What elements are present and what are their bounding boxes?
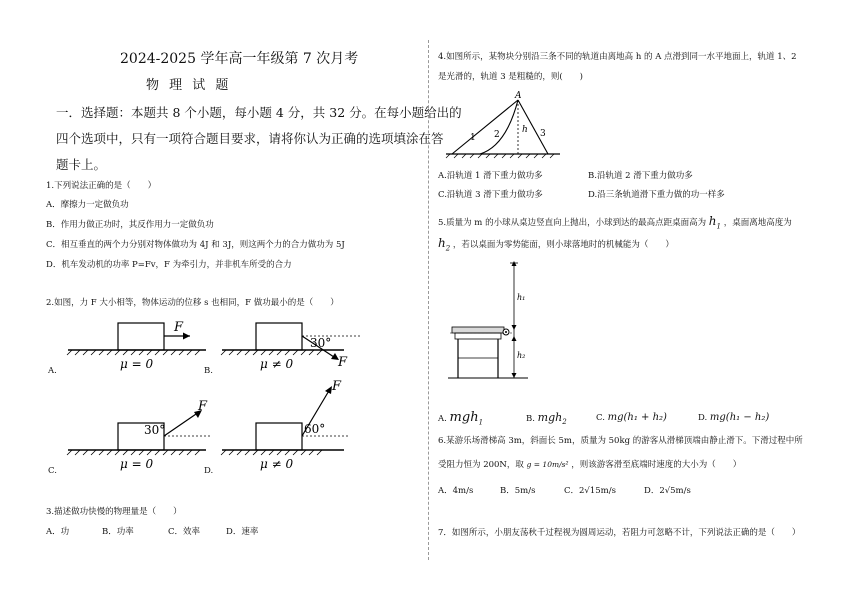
q5-h2-symbol xyxy=(438,236,451,253)
q5-option-d-expr: mg(h₁ − h₂) xyxy=(709,412,770,423)
q2-option-d[interactable]: D. xyxy=(204,466,214,476)
q2d-force-label: F xyxy=(332,380,342,394)
q5-option-b-expr-text: mgh xyxy=(537,411,563,424)
q5-option-a[interactable] xyxy=(438,412,483,429)
q1-option-c[interactable]: C．相互垂直的两个力分别对物体做功为 4J 和 3J，则这两个力的合力做功为 5J xyxy=(46,240,345,250)
q7-stem: 7．如图所示，小朋友荡秋千过程视为圆周运动，若阻力可忽略不计，下列说法正确的是（ ） xyxy=(438,528,801,538)
q4-point-a-label: A xyxy=(515,91,522,101)
q2c-force-label: F xyxy=(198,399,208,414)
q2a-mu-label: μ = 0 xyxy=(120,357,154,371)
q5-h2-letter: h xyxy=(438,236,446,250)
q5-fig-h1-label: h₁ xyxy=(517,293,526,302)
q5-option-d-letter: D. xyxy=(698,413,708,423)
q2-figure-c xyxy=(66,396,216,476)
q6-option-b[interactable]: B．5m/s xyxy=(500,486,536,496)
q2d-angle-label: 60° xyxy=(304,422,326,436)
q4-track-3-label: 3 xyxy=(540,129,546,139)
q6-stem-part-1: 受阻力恒为 200N，取 xyxy=(438,460,524,470)
q2-option-a[interactable]: A. xyxy=(48,366,57,376)
q4-stem-line-2: 是光滑的，轨道 3 是粗糙的，则( ) xyxy=(438,72,583,82)
q5-h1-sub: 1 xyxy=(716,222,721,231)
q2b-angle-label: 30° xyxy=(310,336,332,350)
section-line-1: 一．选择题：本题共 8 个小题，每小题 4 分，共 32 分。在每小题给出的 xyxy=(56,105,462,120)
q5-option-a-sub: 1 xyxy=(478,418,484,427)
q5-option-b-expr xyxy=(537,411,567,427)
q1-option-d[interactable]: D．机车发动机的功率 P=Fv，F 为牵引力，并非机车所受的合力 xyxy=(46,260,292,270)
q4-height-label: h xyxy=(522,125,528,135)
q5-stem-part-2: ，桌面离地高度为 xyxy=(723,218,792,228)
q5-option-c-letter: C. xyxy=(596,413,605,423)
q5-stem-part-3: ，若以桌面为零势能面，则小球落地时的机械能为（ ） xyxy=(452,240,674,250)
q4-option-c[interactable]: C.沿轨道 3 滑下重力做功多 xyxy=(438,190,543,200)
q4-option-b[interactable]: B.沿轨道 2 滑下重力做功多 xyxy=(588,171,693,181)
q2c-mu-label: μ = 0 xyxy=(120,457,154,471)
q5-fig-h2-label: h₂ xyxy=(517,351,526,360)
q5-option-a-letter: A. xyxy=(438,414,447,424)
q2b-mu-label: μ ≠ 0 xyxy=(260,357,294,371)
exam-title: 2024-2025 学年高一年级第 7 次月考 xyxy=(120,51,359,67)
q2-option-b[interactable]: B. xyxy=(204,366,213,376)
q4-track-1-label: 1 xyxy=(470,133,476,143)
q6-stem-line-2 xyxy=(438,459,741,471)
q5-option-a-expr-text: mgh xyxy=(449,410,479,425)
q3-option-b[interactable]: B．功率 xyxy=(102,527,134,537)
q1-stem: 1.下列说法正确的是（ ） xyxy=(46,181,157,191)
q6-stem-part-2: ，则该游客滑至底端时速度的大小为（ ） xyxy=(571,460,742,470)
section-line-3: 题卡上。 xyxy=(56,157,107,172)
q4-option-d[interactable]: D.沿三条轨道滑下重力做的功一样多 xyxy=(588,190,725,200)
q3-option-d[interactable]: D．速率 xyxy=(226,527,259,537)
q5-h1-letter: h xyxy=(708,214,717,228)
q2a-force-label: F xyxy=(174,320,184,335)
q5-stem-line-2 xyxy=(438,238,674,254)
q5-h1-symbol xyxy=(708,214,721,231)
q6-stem-line-1: 6.某游乐场滑梯高 3m，斜面长 5m，质量为 50kg 的游客从滑梯顶端由静止滑下。下滑过程中所 xyxy=(438,436,803,446)
q2-figure-d xyxy=(220,380,380,476)
q4-track-2-label: 2 xyxy=(494,130,500,140)
q5-stem-part-1: 5.质量为 m 的小球从桌边竖直向上抛出，小球到达的最高点距桌面高为 xyxy=(438,218,707,228)
q6-option-c[interactable]: C．2√15m/s xyxy=(564,486,616,496)
q5-option-c-expr: mg(h₁ + h₂) xyxy=(607,412,667,423)
q4-track-figure xyxy=(444,90,564,160)
q5-option-a-expr xyxy=(450,410,484,425)
q5-h2-sub: 2 xyxy=(445,244,451,253)
section-line-2: 四个选项中，只有一项符合题目要求，请将你认为正确的选项填涂在答 xyxy=(56,131,444,146)
exam-subject: 物 理 试 题 xyxy=(146,78,232,93)
q3-stem: 3.描述做功快慢的物理量是（ ） xyxy=(46,507,182,517)
q2b-force-label: F xyxy=(338,355,348,370)
q2-figure-a xyxy=(66,316,206,376)
q1-option-a[interactable]: A．摩擦力一定做负功 xyxy=(46,200,129,210)
q5-option-b[interactable] xyxy=(526,412,567,428)
q2-stem: 2.如图，力 F 大小相等，物体运动的位移 s 也相同，F 做功最小的是（ ） xyxy=(46,298,339,308)
q6-g-value: g = 10m/s² xyxy=(526,460,569,469)
q6-option-d[interactable]: D．2√5m/s xyxy=(644,486,691,496)
q5-table-figure xyxy=(448,258,558,384)
q5-option-c[interactable] xyxy=(596,412,667,424)
q5-option-b-sub: 2 xyxy=(562,418,567,427)
q5-stem-line-1 xyxy=(438,216,792,232)
q2-option-c[interactable]: C. xyxy=(48,466,57,476)
q3-option-a[interactable]: A．功 xyxy=(46,527,70,537)
q2d-mu-label: μ ≠ 0 xyxy=(260,457,294,471)
q1-option-b[interactable]: B．作用力做正功时，其反作用力一定做负功 xyxy=(46,220,214,230)
q5-option-b-letter: B. xyxy=(526,414,535,424)
q4-stem-line-1: 4.如图所示，某物块分别沿三条不同的轨道由离地高 h 的 A 点滑到同一水平地面上，轨道 1、2 xyxy=(438,52,797,62)
q2c-angle-label: 30° xyxy=(144,423,166,437)
q3-option-c[interactable]: C．效率 xyxy=(168,527,201,537)
q6-option-a[interactable]: A．4m/s xyxy=(438,486,474,496)
q5-option-d[interactable] xyxy=(698,412,769,424)
section-instructions xyxy=(56,100,462,178)
q4-option-a[interactable]: A.沿轨道 1 滑下重力做功多 xyxy=(438,171,543,181)
q2-figure-b xyxy=(220,316,380,376)
